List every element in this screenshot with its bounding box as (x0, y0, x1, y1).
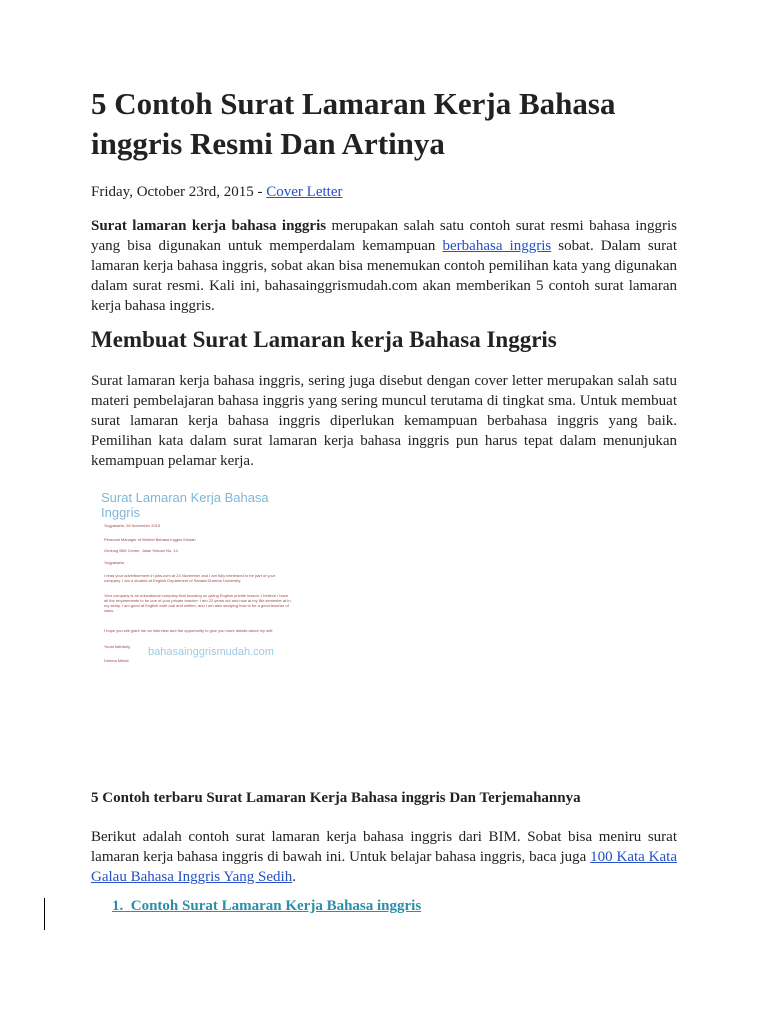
subsection-paragraph (91, 827, 677, 887)
letter-line: Dekma Melati (104, 658, 129, 663)
letter-line: Personal Manager of Bimbel Bahasa Inggris Mudah (104, 537, 196, 542)
list-item (112, 896, 421, 916)
intro-bold: Surat lamaran kerja bahasa inggris (91, 218, 327, 234)
section-heading: Membuat Surat Lamaran kerja Bahasa Inggris (91, 327, 557, 352)
letter-line: Gedung BIM Center, Jalan Setuan No. 14 (104, 548, 178, 553)
letter-line: Your company is an educational company that focusing on giving English private lesson. I believe I have all the requirements to be one of your private teacher. I am 22 years old and now at my 8th semester at in my study. I am good at English both oral and written, and I am also studying how to be a good teacher of class. (104, 593, 291, 613)
category-link[interactable]: Cover Letter (266, 184, 343, 200)
watermark: bahasainggrismudah.com (148, 646, 274, 658)
subsection-text: Berikut adalah contoh surat lamaran kerja bahasa inggris dari BIM. Sobat bisa meniru surat lamaran kerja bahasa inggris di bawah ini. Untuk belajar bahasa inggris, baca juga (91, 829, 677, 865)
article-title: 5 Contoh Surat Lamaran Kerja Bahasa inggris Resmi Dan Artinya (91, 86, 616, 161)
letter-line: I read your advertisement in jobs.com at 24 November and I am fully interested to be part of your company. I am a student at English Department of Sanata Dharma University. (104, 573, 276, 583)
berbahasa-inggris-link[interactable]: berbahasa inggris (442, 238, 552, 254)
letter-line: Yogyakarta (104, 560, 124, 565)
letter-line: I hope you will grant me an interview and the opportunity to give you more details about my self. (104, 628, 274, 633)
letter-image-title: Surat Lamaran Kerja Bahasa Inggris (101, 490, 269, 520)
kata-galau-link[interactable]: 100 Kata Kata Galau Bahasa Inggris Yang Sedih (91, 849, 677, 885)
text-cursor (44, 898, 45, 930)
letter-line: Yogyakarta, 26 November 2015 (104, 523, 161, 528)
intro-text-a: merupakan salah satu contoh surat resmi bahasa inggris yang bisa digunakan untuk memperdalam kemampuan (91, 218, 677, 254)
list-number: 1. (112, 898, 124, 914)
intro-text-b: sobat. Dalam surat lamaran kerja bahasa inggris, sobat akan bisa menemukan contoh pemilihan kata yang digunakan dalam surat resmi. Kali ini, bahasainggrismudah.com akan memberikan 5 contoh surat lamaran kerja bahasa inggris. (91, 238, 677, 314)
letter-line: Yours faithfully, (104, 644, 131, 649)
post-meta (91, 182, 342, 202)
intro-paragraph (91, 216, 677, 316)
letter-image (92, 486, 302, 666)
subsection-heading: 5 Contoh terbaru Surat Lamaran Kerja Bahasa inggris Dan Terjemahannya (91, 790, 581, 806)
list-item-link[interactable] (112, 898, 421, 914)
list-item-label: Contoh Surat Lamaran Kerja Bahasa inggris (130, 898, 422, 914)
subsection-end: . (292, 869, 296, 885)
section-paragraph: Surat lamaran kerja bahasa inggris, sering juga disebut dengan cover letter merupakan salah satu materi pembelajaran bahasa inggris yang sering muncul terutama di tingkat sma. Untuk membuat surat lamaran kerja bahasa inggris diperlukan kemampuan berbahasa inggris yang baik. Pemilihan kata dalam surat lamaran kerja bahasa inggris pun harus tepat dalam menunjukan kemampuan pelamar kerja. (91, 373, 677, 469)
post-date: Friday, October 23rd, 2015 - (91, 184, 267, 200)
